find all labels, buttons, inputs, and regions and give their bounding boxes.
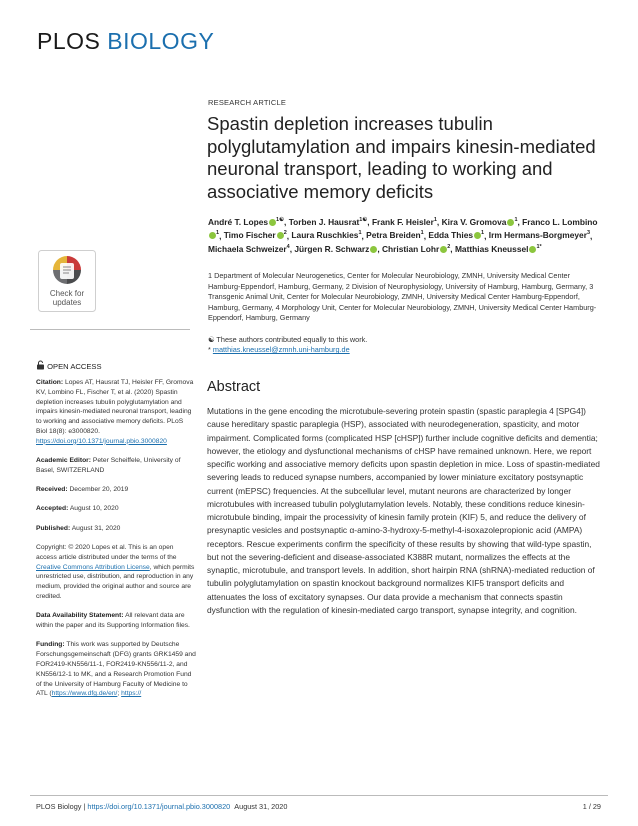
author bbox=[382, 244, 450, 254]
citation-block bbox=[36, 378, 196, 447]
author-affiliation-marker: 3 bbox=[586, 230, 591, 237]
author bbox=[489, 230, 590, 240]
author bbox=[289, 217, 368, 227]
orcid-icon[interactable] bbox=[269, 219, 276, 226]
citation-text: Lopes AT, Hausrat TJ, Heisler FF, Gromova KV, Lombino FL, Fischer T, et al. (2020) Spastin depletion increases tubulin polyglutamylation and impairs kinesin-mediated neuronal transport, leading to working and associative memory deficits. PLoS Biol 18(8): e3000820. bbox=[36, 379, 194, 435]
article-title: Spastin depletion increases tubulin polyglutamylation and impairs kinesin-mediated neuronal transport, leading to working and associative memory deficits bbox=[207, 113, 596, 202]
footer-sep: | bbox=[81, 802, 88, 811]
funding-block bbox=[36, 640, 196, 699]
author bbox=[455, 244, 542, 254]
funding-label: Funding: bbox=[36, 641, 65, 649]
data-availability-label: Data Availability Statement: bbox=[36, 612, 124, 620]
author-name: Kira V. Gromova bbox=[441, 216, 507, 227]
open-lock-icon bbox=[36, 360, 45, 370]
corr-marker: * bbox=[208, 345, 213, 355]
author-affiliation-marker: 1☯ bbox=[359, 217, 368, 223]
accepted-block bbox=[36, 504, 196, 514]
author-name: Timo Fischer bbox=[223, 230, 276, 241]
data-availability-block bbox=[36, 611, 196, 631]
data-availability-text: All relevant data are within the paper and its Supporting Information files. bbox=[36, 612, 190, 630]
copyright-rest: , which permits unrestricted use, distribution, and reproduction in any medium, provided the original author and source are credited. bbox=[36, 563, 195, 601]
author-name: Edda Thies bbox=[428, 230, 474, 241]
orcid-icon[interactable] bbox=[209, 232, 216, 239]
citation-doi-link[interactable]: https://doi.org/10.1371/journal.pbio.3000820 bbox=[36, 437, 167, 445]
author bbox=[224, 230, 287, 240]
footer-journal: PLOS Biology bbox=[36, 802, 82, 811]
published-date: August 31, 2020 bbox=[71, 524, 121, 532]
author-affiliation-marker: 1 bbox=[481, 230, 485, 237]
footer-doi-link[interactable]: https://doi.org/10.1371/journal.pbio.3000820 bbox=[87, 802, 231, 811]
accepted-label: Accepted: bbox=[36, 505, 69, 513]
author-name: Torben J. Hausrat bbox=[288, 216, 360, 227]
author-name: Laura Ruschkies bbox=[291, 230, 359, 241]
badge-line2: updates bbox=[52, 298, 82, 307]
abstract-heading: Abstract bbox=[207, 379, 261, 395]
check-for-updates-icon bbox=[38, 250, 96, 312]
orcid-icon[interactable] bbox=[474, 232, 481, 239]
author-name: Jürgen R. Schwarz bbox=[294, 243, 370, 254]
email-link[interactable]: matthias.kneussel@zmnh.uni-hamburg.de bbox=[212, 345, 350, 355]
journal-name-plos: PLOS bbox=[37, 28, 101, 54]
author bbox=[428, 230, 484, 240]
funding-text: This work was supported by Deutsche Forschungsgemeinschaft (DFG) grants GRK1459 and FOR2419-KN556/11-1, FOR2419-KN556/11-2, and KN556/12-1 to MK, and a Research Promotion Fund of the University of Hamburg Faculty of Medicine to ATL ( bbox=[36, 641, 196, 698]
editor-block bbox=[36, 456, 196, 476]
copyright-block bbox=[36, 543, 196, 602]
editor-label: Academic Editor: bbox=[36, 457, 91, 465]
author bbox=[372, 217, 437, 227]
author-affiliation-marker: 1 bbox=[433, 217, 437, 223]
cc-license-link[interactable]: Creative Commons Attribution License bbox=[36, 563, 150, 571]
sidebar-divider bbox=[30, 329, 190, 330]
orcid-icon[interactable] bbox=[277, 232, 284, 239]
author bbox=[208, 244, 290, 254]
citation-label: Citation: bbox=[36, 379, 64, 386]
author-list: André T. Lopes $^{1☯}$, Torben J. Hausrat$^{1☯}$, Frank F. Heisler$^1$, Kira V. Gromova $^1$, Franco L. Lombino$^1$, Timo Fischer $^2$, Laura Ruschkies$^1$, Petra Breiden$^1$, Edda Thies $^1$, Irm Hermans-Borgmeyer$^3$, Michaela Schweizer$^4$, Jürgen R. Schwarz , Christian Lohr $^2$, Matthias Kneussel $^{1*}$ bbox=[208, 216, 598, 254]
author-affiliation-marker: 2 bbox=[283, 230, 287, 237]
author-name: Matthias Kneussel bbox=[454, 243, 529, 254]
author-affiliation-marker: 1 bbox=[216, 230, 220, 237]
check-for-updates-badge[interactable] bbox=[38, 250, 96, 312]
copyright-text: Copyright: © 2020 Lopes et al. This is an open access article distributed under the terms of the bbox=[36, 544, 177, 561]
affiliations: 1 Department of Molecular Neurogenetics, Center for Molecular Neurobiology, ZMNH, University Medical Center Hamburg-Eppendorf, Hamburg, Germany, 2 Division of Neurophysiology, University of Hamburg, Hamburg, Germany, 3 Transgenic Animal Unit, Center for Molecular Neurobiology, ZMNH, University Medical Center Hamburg-Eppendorf, Hamburg, Germany, 4 Morphology Unit, Center for Molecular Neurobiology, ZMNH, University Medical Center Hamburg-Eppendorf, Hamburg, Germany bbox=[208, 271, 597, 323]
funding-link2[interactable]: https:// bbox=[121, 690, 142, 698]
author-name: André T. Lopes bbox=[208, 216, 269, 227]
received-block bbox=[36, 485, 196, 495]
abstract-text: Mutations in the gene encoding the microtubule-severing protein spastin (spastic paraplegia 4 [SPG4]) cause hereditary spastic paraplegia (HSP), associated with neurodegeneration, spasticity, and motor impairment. Complicated forms (complicated HSP [cHSP]) further include cognitive deficits and dementia; however, the etiology and dysfunctional mechanisms of cHSP have remained unknown. Here, we report specific working and associative memory deficits upon spastin depletion in mice. Loss of spastin-mediated severing leads to reduced synapse numbers, accompanied by lower miniature excitatory postsynaptic current (mEPSC) frequencies. At the subcellular level, mutant neurons are characterized by longer microtubules with increased tubulin polyglutamylation levels. Notably, these conditions reduce kinesin-microtubule binding, impair the processivity of kinesin family protein (KIF) 5, and reduce the delivery of presynaptic vesicles and postsynaptic α-amino-3-hydroxy-5-methyl-4-isoxazolepropionic acid (AMPA) receptors. Rescue experiments confirm the specificity of these results by showing that wild-type spastin, but not the severing-deficient and disease-associated K388R mutant, normalizes the effects at the synaptic, microtubule, and transport levels. In addition, short hairpin RNA (shRNA)-mediated reduction of tubulin polyglutamylation on spastin knockout background normalizes KIF5 transport deficits and attenuates the loss of excitatory synapses. Our data provide a mechanism that connects spastin dysfunction with the regulation of kinesin-mediated cargo transport, synapse integrity, and cognition. bbox=[207, 406, 600, 615]
published-block bbox=[36, 524, 196, 534]
author-name: Franco L. Lombino bbox=[522, 216, 598, 227]
editor-text: Peter Scheiffele, University of Basel, SWITZERLAND bbox=[36, 457, 181, 474]
journal-name-biology: BIOLOGY bbox=[107, 28, 215, 54]
author bbox=[294, 244, 377, 254]
author-name: Irm Hermans-Borgmeyer bbox=[488, 230, 587, 241]
open-access-label bbox=[36, 360, 102, 371]
author bbox=[291, 230, 361, 240]
author-affiliation-marker: 1 bbox=[514, 217, 518, 223]
author-name: Petra Breiden bbox=[366, 230, 421, 241]
article-info-sidebar bbox=[36, 378, 196, 709]
equal-contribution-note: ☯ These authors contributed equally to this work. bbox=[208, 335, 368, 344]
author bbox=[208, 217, 284, 227]
author-affiliation-marker: 1☯ bbox=[276, 217, 285, 223]
author-notes bbox=[208, 335, 603, 356]
footer-divider bbox=[30, 795, 608, 796]
orcid-icon[interactable] bbox=[370, 246, 377, 253]
author-affiliation-marker: 2 bbox=[447, 244, 451, 251]
article-type: RESEARCH ARTICLE bbox=[208, 98, 287, 107]
author-affiliation-marker: 4 bbox=[286, 244, 290, 251]
author bbox=[366, 230, 424, 240]
accepted-date: August 10, 2020 bbox=[69, 505, 119, 513]
open-access-text: OPEN ACCESS bbox=[47, 362, 102, 371]
footer-date: August 31, 2020 bbox=[234, 802, 288, 811]
published-label: Published: bbox=[36, 524, 71, 532]
author bbox=[442, 217, 518, 227]
journal-logo bbox=[37, 28, 214, 55]
page-number: 1 / 29 bbox=[582, 802, 601, 811]
author-name: Michaela Schweizer bbox=[208, 243, 287, 254]
author-name: Frank F. Heisler bbox=[371, 216, 434, 227]
author-name: Christian Lohr bbox=[381, 243, 440, 254]
received-label: Received: bbox=[36, 486, 68, 494]
funding-sep: ; bbox=[117, 690, 122, 698]
author-affiliation-marker: 1 bbox=[420, 230, 424, 237]
author-affiliation-marker: 1* bbox=[536, 244, 542, 251]
corresponding-author bbox=[208, 345, 603, 355]
author-affiliation-marker: 1 bbox=[358, 230, 362, 237]
page-footer bbox=[36, 802, 287, 811]
badge-line1: Check for bbox=[49, 289, 85, 298]
received-date: December 20, 2019 bbox=[69, 486, 129, 494]
dfg-link[interactable]: https://www.dfg.de/en/ bbox=[51, 690, 118, 698]
